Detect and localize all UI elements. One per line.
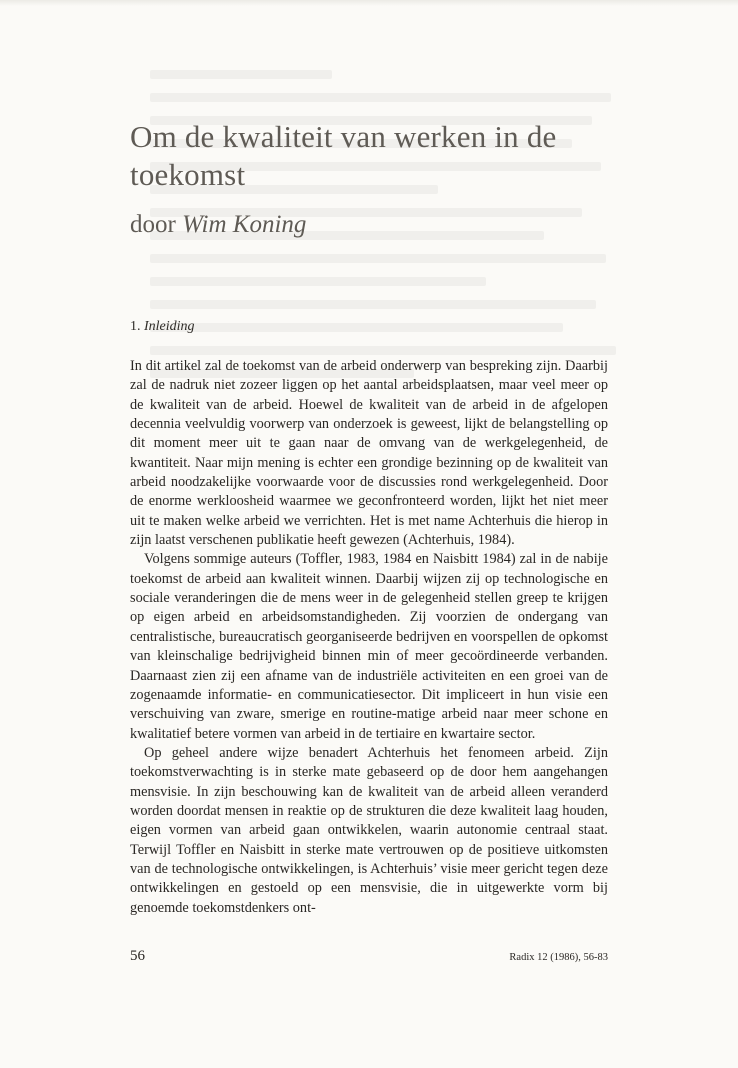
page-top-edge — [0, 0, 738, 6]
section-number: 1. — [130, 319, 141, 334]
page-number: 56 — [130, 948, 145, 964]
author-name: Wim Koning — [182, 211, 307, 238]
byline-prefix: door — [130, 211, 176, 238]
paragraph-1: In dit artikel zal de toekomst van de arbeid onderwerp van bespreking zijn. Daarbij zal de nadruk niet zozeer liggen op het aantal arbeidsplaatsen, maar veel meer op de kwaliteit van de arbeid. Hoewel de kwaliteit van de arbeid in de afgelopen decennia veelvuldig voorwerp van onderzoek is geweest, lijkt de belangstelling op dit moment meer uit te gaan naar de omvang van de werkgelegenheid, de kwantiteit. Naar mijn mening is echter een grondige bezinning op de kwaliteit van arbeid noodzakelijke voorwaarde voor de discussies rond werkgelegenheid. Door de enorme werkloosheid waarmee we geconfronteerd worden, lijkt het niet meer uit te maken welke arbeid we verrichten. Het is met name Achterhuis die hierop in zijn laatst verschenen publikatie heeft gewezen (Achterhuis, 1984). — [130, 358, 608, 549]
section-heading — [130, 318, 195, 336]
byline — [130, 210, 306, 240]
section-title: Inleiding — [144, 319, 195, 334]
body-text — [130, 357, 608, 918]
article-title: Om de kwaliteit van werken in de toekomst — [130, 119, 557, 192]
journal-citation: Radix 12 (1986), 56-83 — [509, 952, 608, 963]
paragraph-3: Op geheel andere wijze benadert Achterhuis het fenomeen arbeid. Zijn toekomstverwachting is in sterke mate gebaseerd op de door hem aangehangen mensvisie. In zijn beschouwing kan de kwaliteit van de arbeid alleen veranderd worden doordat mensen in reaktie op de strukturen die deze kwaliteit laag houden, eigen vormen van arbeid gaan ontwikkelen, waarin autonomie centraal staat. Terwijl Toffler en Naisbitt in sterke mate vertrouwen op de positieve uitkomsten van de technologische ontwikkelingen, is Achterhuis’ visie meer gericht tegen deze ontwikkelingen en gestoeld op een mensvisie, die in uitgewerkte vorm bij genoemde toekomstdenkers ont- — [130, 744, 608, 916]
paragraph-2: Volgens sommige auteurs (Toffler, 1983, 1984 en Naisbitt 1984) zal in de nabije toekomst de arbeid aan kwaliteit winnen. Daarbij wijzen zij op technologische en sociale veranderingen die de mens weer in de gelegenheid stellen greep te krijgen op eigen arbeid en arbeidsomstandigheden. Zij voorzien de ondergang van centralistische, bureaucratisch georganiseerde bedrijven en voorspellen de opkomst van kleinschalige bedrijvigheid binnen min of meer gecoördineerde verbanden. Daarnaast zien zij een afname van de industriële activiteiten en een groei van de zogenaamde informatie- en communicatiesector. Dit impliceert in hun visie een verschuiving van zware, smerige en routine-matige arbeid naar meer schone en kwalitatief betere vormen van arbeid in de tertiaire en kwartaire sector. — [130, 551, 608, 742]
